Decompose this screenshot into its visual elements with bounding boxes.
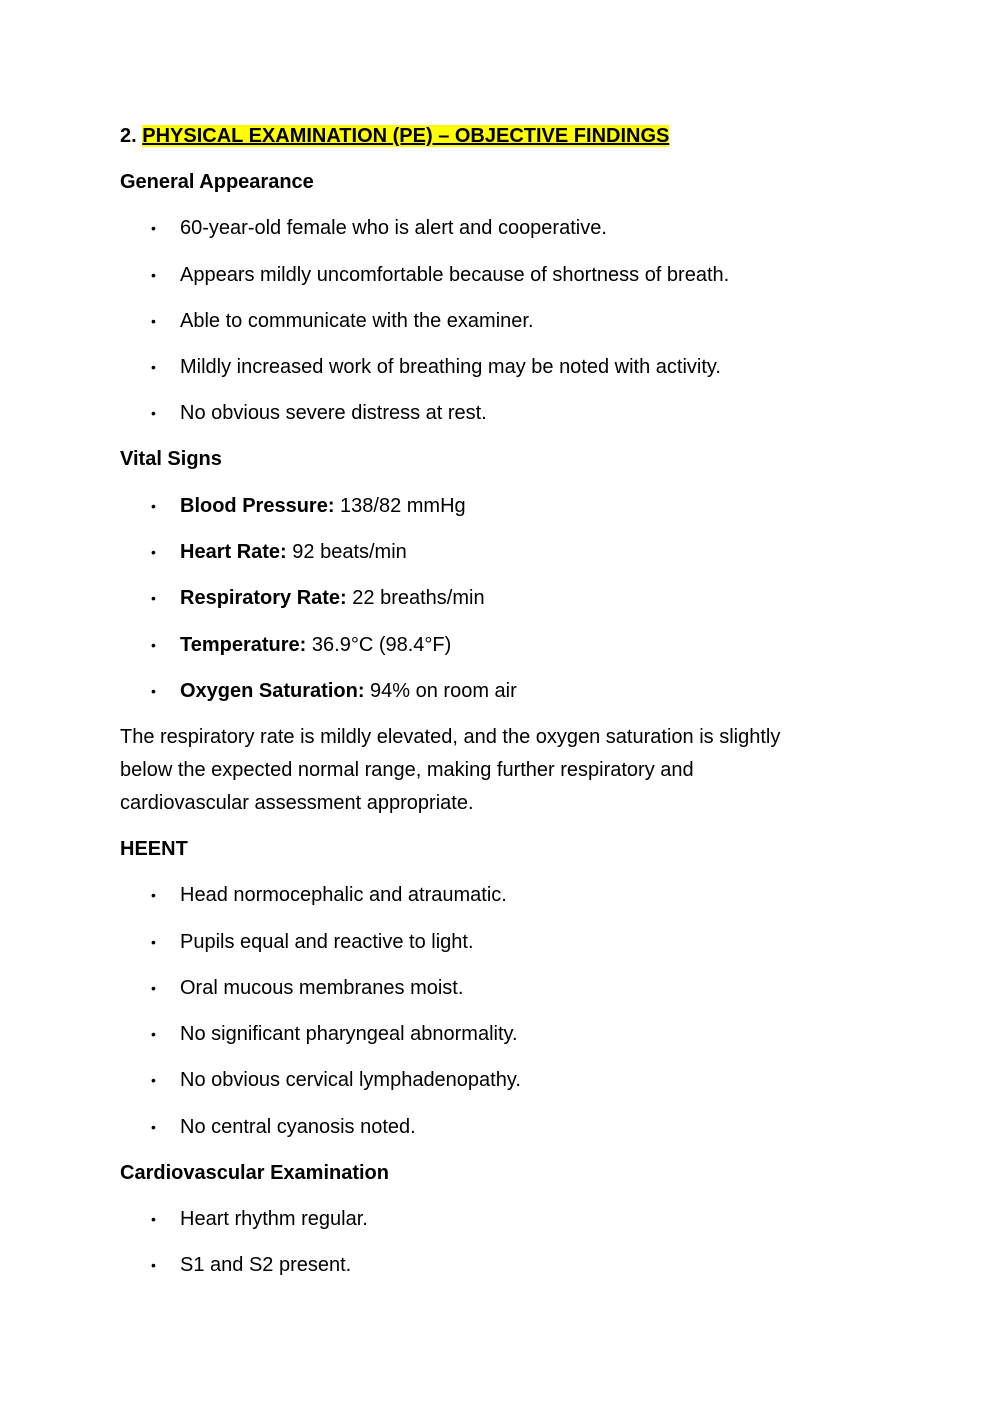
note-line: below the expected normal range, making further respiratory and [120, 758, 694, 781]
vital-sign-item [120, 675, 860, 708]
vital-sign-item [120, 629, 860, 662]
list-item [120, 259, 860, 292]
general-appearance-list [120, 212, 860, 430]
bullet-icon: • [151, 1211, 156, 1228]
vital-sign-label: Heart Rate: [180, 541, 287, 564]
bullet-icon: • [151, 590, 156, 607]
bullet-icon: • [151, 979, 156, 996]
vital-signs-list [120, 490, 860, 708]
vital-sign-label: Blood Pressure: [180, 494, 335, 517]
bullet-icon: • [151, 220, 156, 237]
vital-sign-item [120, 536, 860, 569]
bullet-icon: • [151, 1257, 156, 1274]
list-item-text: Able to communicate with the examiner. [180, 309, 534, 332]
section-number: 2. [120, 125, 137, 147]
list-item [120, 972, 860, 1005]
vital-sign-value: 36.9°C (98.4°F) [311, 633, 452, 656]
bullet-icon: • [151, 1026, 156, 1043]
list-item [120, 212, 860, 245]
vital-signs-note [120, 721, 860, 820]
heent-list [120, 879, 860, 1143]
list-item-text: No obvious severe distress at rest. [180, 402, 487, 425]
list-item [120, 1064, 860, 1097]
vital-sign-value: 94% on room air [370, 679, 517, 702]
document-page [120, 120, 860, 1282]
cardiovascular-list [120, 1203, 860, 1282]
list-item-text: 60-year-old female who is alert and cooperative. [180, 217, 607, 240]
list-item [120, 351, 860, 384]
section-title-highlighted: PHYSICAL EXAMINATION (PE) – OBJECTIVE FINDINGS [142, 125, 670, 147]
vital-sign-value: 92 beats/min [292, 541, 407, 564]
vital-sign-value: 22 breaths/min [352, 587, 485, 610]
general-appearance-heading: General Appearance [120, 171, 314, 193]
cardiovascular-heading: Cardiovascular Examination [120, 1161, 389, 1184]
list-item-text: No central cyanosis noted. [180, 1115, 416, 1138]
vital-sign-label: Oxygen Saturation: [180, 679, 365, 702]
vital-sign-label: Respiratory Rate: [180, 587, 347, 610]
list-item-text: Pupils equal and reactive to light. [180, 930, 474, 953]
list-item [120, 397, 860, 430]
bullet-icon: • [151, 312, 156, 329]
vital-sign-value: 138/82 mmHg [340, 494, 466, 517]
list-item-text: Heart rhythm regular. [180, 1208, 368, 1231]
bullet-icon: • [151, 682, 156, 699]
note-line: The respiratory rate is mildly elevated, and the oxygen saturation is slightly [120, 725, 781, 748]
bullet-icon: • [151, 933, 156, 950]
list-item [120, 1018, 860, 1051]
bullet-icon: • [151, 544, 156, 561]
list-item [120, 879, 860, 912]
vital-signs-heading: Vital Signs [120, 448, 222, 471]
list-item-text: Mildly increased work of breathing may be noted with activity. [180, 356, 721, 379]
bullet-icon: • [151, 497, 156, 514]
bullet-icon: • [151, 636, 156, 653]
bullet-icon: • [151, 405, 156, 422]
bullet-icon: • [151, 1118, 156, 1135]
heent-heading: HEENT [120, 837, 188, 860]
list-item [120, 926, 860, 959]
list-item-text: S1 and S2 present. [180, 1254, 352, 1277]
bullet-icon: • [151, 887, 156, 904]
bullet-icon: • [151, 1072, 156, 1089]
list-item-text: No obvious cervical lymphadenopathy. [180, 1069, 521, 1092]
list-item-text: Appears mildly uncomfortable because of shortness of breath. [180, 263, 730, 286]
list-item-text: No significant pharyngeal abnormality. [180, 1023, 518, 1046]
bullet-icon: • [151, 359, 156, 376]
list-item [120, 1249, 860, 1282]
list-item-text: Oral mucous membranes moist. [180, 976, 464, 999]
list-item-text: Head normocephalic and atraumatic. [180, 884, 507, 907]
list-item [120, 1203, 860, 1236]
note-line: cardiovascular assessment appropriate. [120, 791, 474, 814]
vital-sign-item [120, 490, 860, 523]
list-item [120, 1111, 860, 1144]
bullet-icon: • [151, 266, 156, 283]
section-heading [120, 120, 860, 153]
vital-sign-label: Temperature: [180, 633, 307, 656]
vital-sign-item [120, 582, 860, 615]
list-item [120, 305, 860, 338]
